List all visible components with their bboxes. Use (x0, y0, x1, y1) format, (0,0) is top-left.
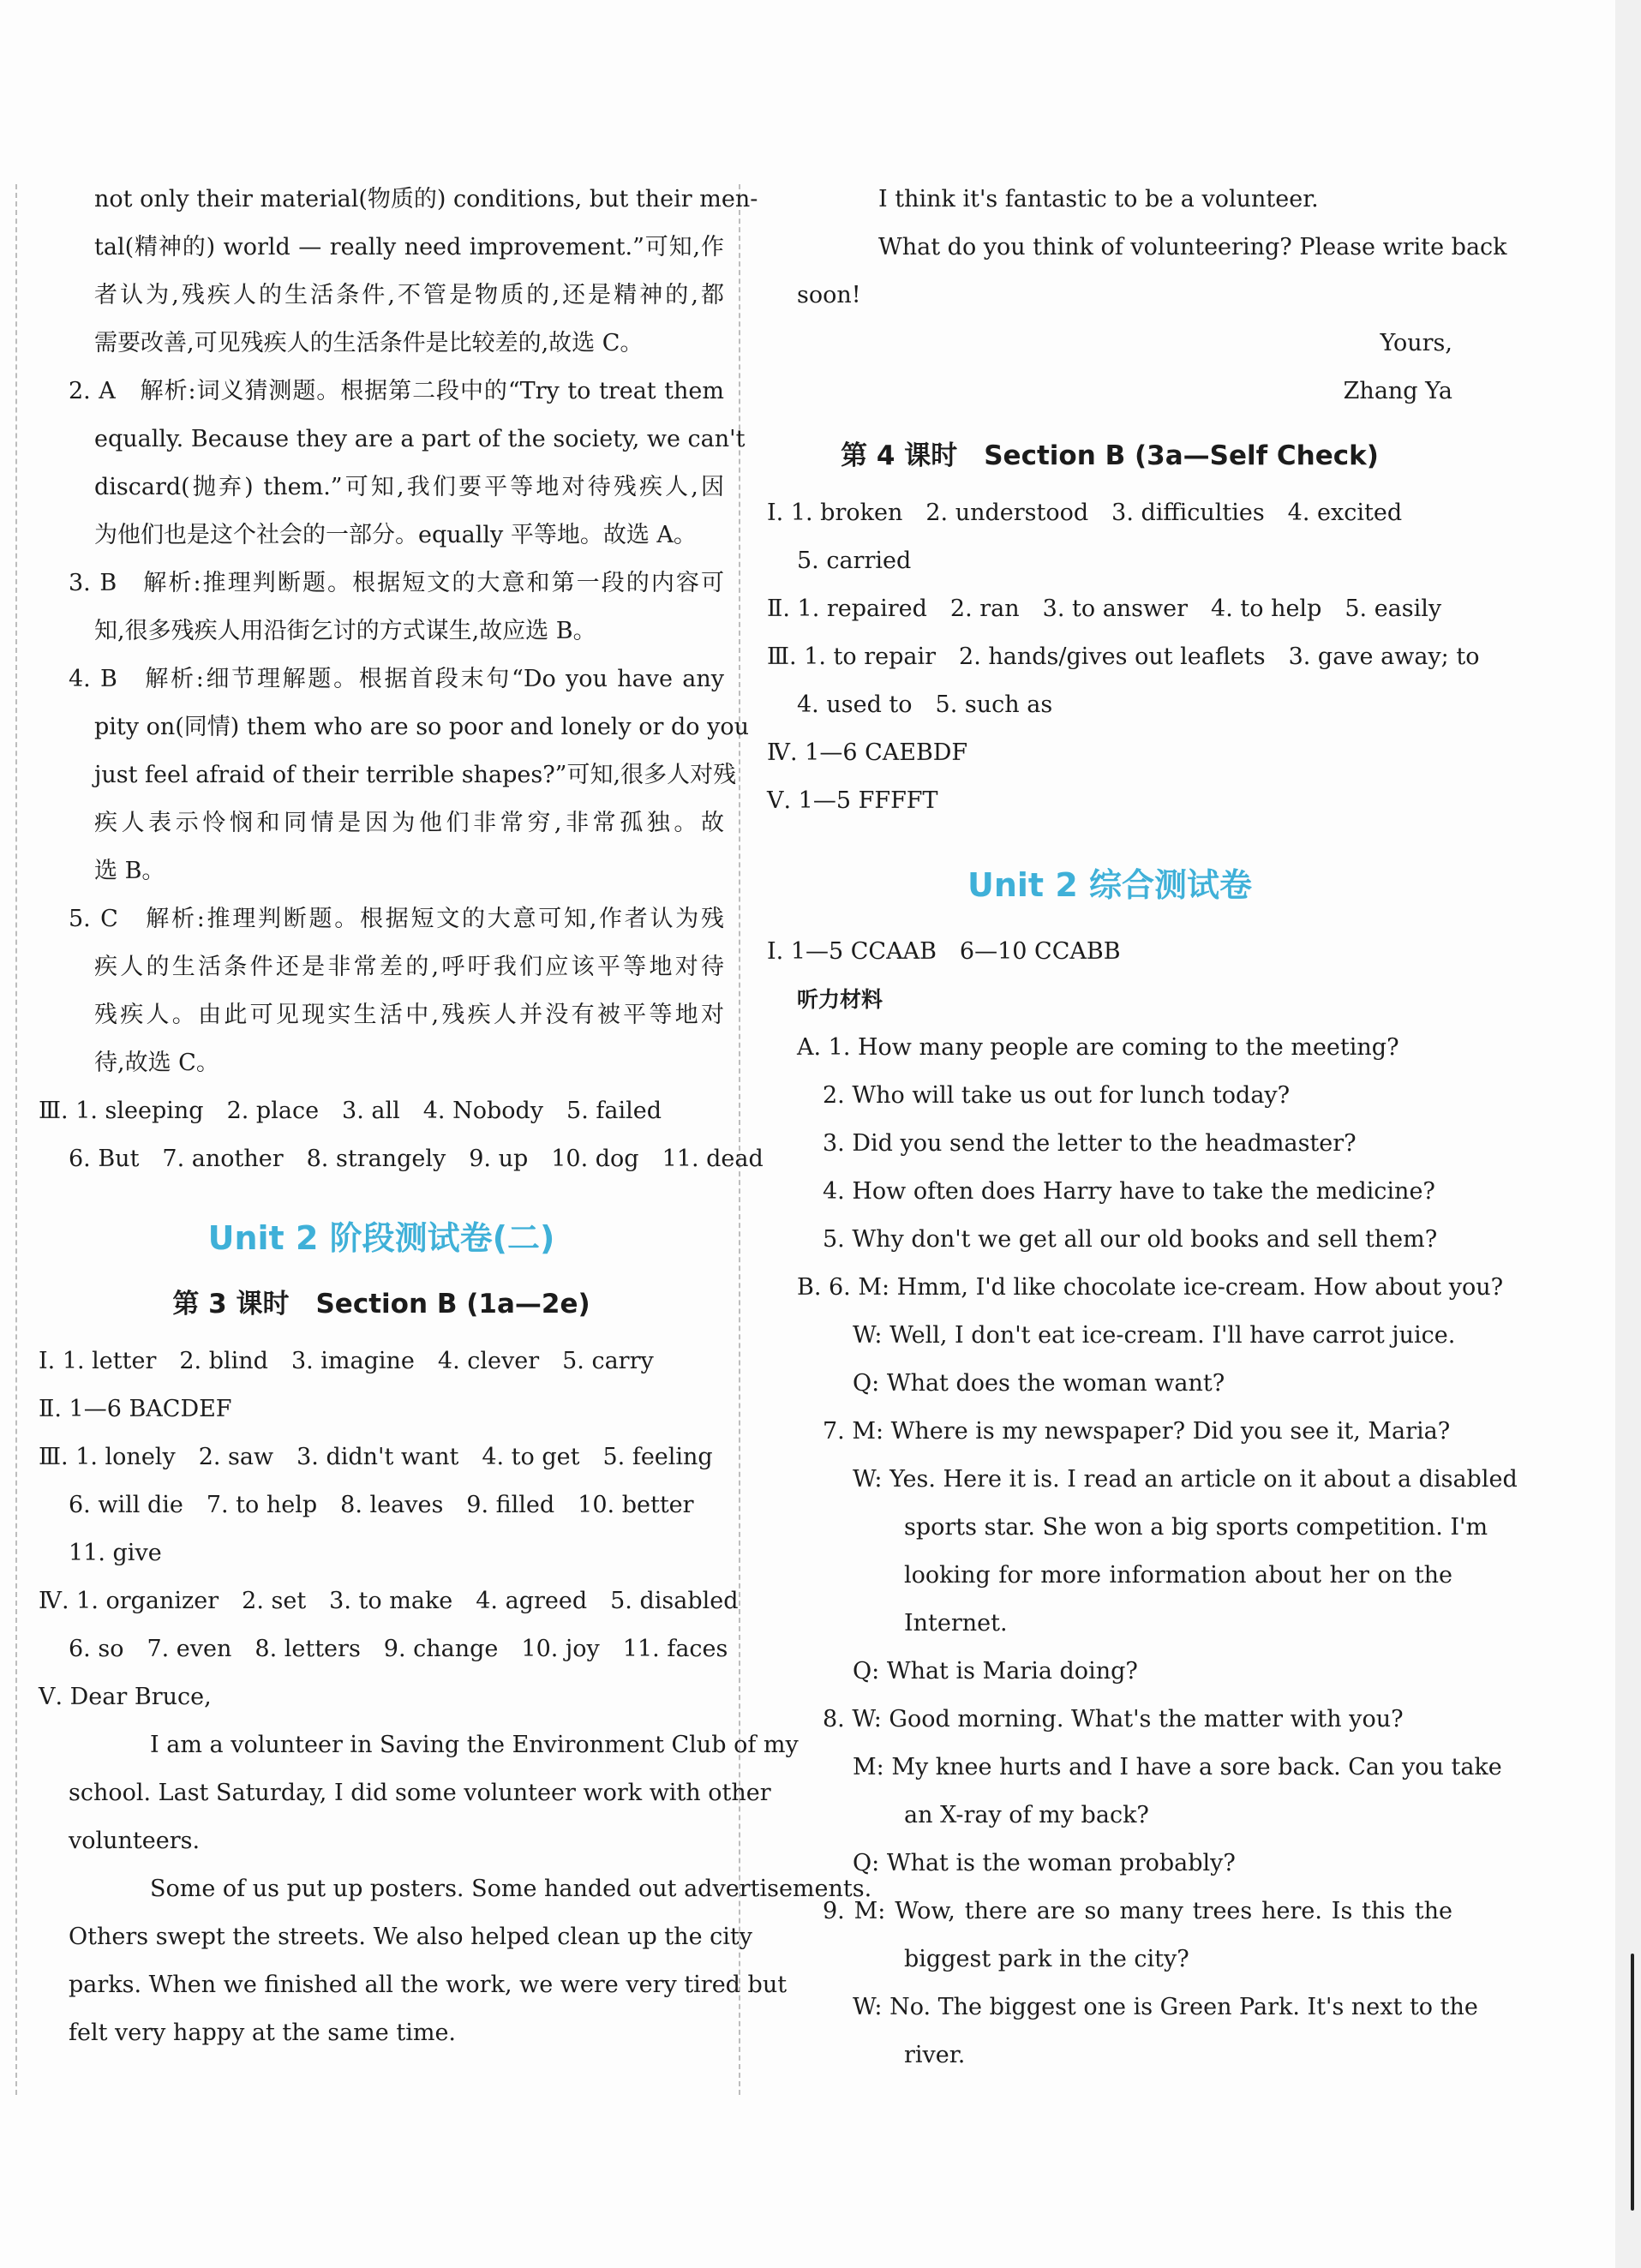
dialogue-line: W: No. The biggest one is Green Park. It's next to the (853, 1994, 1478, 2020)
dialogue-line: Q: What is the woman probably? (853, 1850, 1236, 1876)
answer-section-4: Ⅳ. 1—6 CAEBDF (767, 739, 968, 766)
dialogue-line: biggest park in the city? (904, 1946, 1189, 1972)
unit-title: Unit 2 综合测试卷 (967, 866, 1252, 904)
text-line: just feel afraid of their terrible shapes?”可知,很多人对残 (94, 762, 737, 788)
answer-item-4: 4. B 解析:细节理解题。根据首段末句“Do you have any (69, 666, 724, 692)
answer-item-5: 5. C 解析:推理判断题。根据短文的大意可知,作者认为残 (69, 906, 724, 932)
letter-line: I am a volunteer in Saving the Environment Club of my (150, 1732, 799, 1758)
dialogue-line: river. (904, 2042, 966, 2068)
text-line: tal(精神的) world — really need improvement.”可知,作 (94, 234, 724, 260)
answer-section-3-cont: 11. give (69, 1540, 162, 1566)
answer-section-3: Ⅲ. 1. lonely 2. saw 3. didn't want 4. to get 5. feeling (39, 1444, 713, 1470)
text-line: 知,很多残疾人用沿街乞讨的方式谋生,故应选 B。 (94, 618, 596, 644)
answer-item-2: 2. A 解析:词义猜测题。根据第二段中的“Try to treat them (69, 378, 724, 404)
text-line: 疾人的生活条件还是非常差的,呼吁我们应该平等地对待 (94, 954, 724, 980)
text-line: 者认为,残疾人的生活条件,不管是物质的,还是精神的,都 (94, 282, 724, 308)
dialogue-line: 9. M: Wow, there are so many trees here. Is this the (823, 1898, 1452, 1924)
dialogue-line: 8. W: Good morning. What's the matter with you? (823, 1706, 1404, 1732)
binding-mark (1631, 1954, 1634, 2211)
letter-line: Some of us put up posters. Some handed out advertisements. (150, 1876, 872, 1902)
lesson-title: 第 3 课时 Section B (1a—2e) (172, 1289, 590, 1320)
letter-closing: Yours, (1380, 330, 1452, 356)
letter-line: soon! (797, 282, 861, 308)
dialogue-line: sports star. She won a big sports competition. I'm (904, 1514, 1488, 1541)
letter-line: I think it's fantastic to be a volunteer. (878, 186, 1319, 212)
answer-section-5: Ⅴ. Dear Bruce, (39, 1684, 212, 1710)
answer-section-4: Ⅳ. 1. organizer 2. set 3. to make 4. agreed 5. disabled (39, 1588, 739, 1614)
letter-line: volunteers. (69, 1828, 201, 1854)
letter-line: What do you think of volunteering? Please write back (878, 234, 1507, 260)
dialogue-line: Internet. (904, 1610, 1008, 1637)
answer-section-1: Ⅰ. 1. broken 2. understood 3. difficulties 4. excited (767, 500, 1403, 526)
dialogue-line: Q: What does the woman want? (853, 1370, 1225, 1397)
answer-section-3-cont: 6. will die 7. to help 8. leaves 9. filled 10. better (69, 1492, 694, 1518)
dialogue-line: 7. M: Where is my newspaper? Did you see it, Maria? (823, 1418, 1451, 1445)
listening-line: 5. Why don't we get all our old books and sell them? (823, 1226, 1438, 1253)
text-line: 需要改善,可见残疾人的生活条件是比较差的,故选 C。 (94, 330, 644, 356)
answer-section-3-cont: 6. But 7. another 8. strangely 9. up 10. dog 11. dead (69, 1146, 764, 1172)
dialogue-line: M: My knee hurts and I have a sore back. Can you take (853, 1754, 1502, 1780)
text-line: 为他们也是这个社会的一部分。equally 平等地。故选 A。 (94, 522, 697, 548)
listening-line: 3. Did you send the letter to the headmaster? (823, 1130, 1357, 1157)
letter-line: felt very happy at the same time. (69, 2020, 456, 2046)
text-line: 选 B。 (94, 858, 165, 884)
dialogue-line: looking for more information about her on the (904, 1562, 1452, 1589)
listening-line: A. 1. How many people are coming to the meeting? (797, 1034, 1399, 1061)
answer-section-3: Ⅲ. 1. to repair 2. hands/gives out leaflets 3. gave away; to (767, 643, 1480, 670)
letter-line: school. Last Saturday, I did some volunteer work with other (69, 1780, 771, 1806)
answer-item-3: 3. B 解析:推理判断题。根据短文的大意和第一段的内容可 (69, 570, 724, 596)
dialogue-line: W: Yes. Here it is. I read an article on it about a disabled (853, 1466, 1518, 1493)
dialogue-line: an X-ray of my back? (904, 1802, 1149, 1828)
answer-section-2: Ⅱ. 1. repaired 2. ran 3. to answer 4. to help 5. easily (767, 595, 1442, 622)
letter-line: parks. When we finished all the work, we were very tired but (69, 1972, 788, 1998)
listening-line: 4. How often does Harry have to take the medicine? (823, 1178, 1435, 1205)
text-line: equally. Because they are a part of the society, we can't (94, 426, 746, 452)
answer-section-1: Ⅰ. 1. letter 2. blind 3. imagine 4. clever 5. carry (39, 1348, 654, 1374)
test-answers: Ⅰ. 1—5 CCAAB 6—10 CCABB (767, 938, 1121, 965)
right-column (767, 176, 1518, 2079)
dialogue-line: W: Well, I don't eat ice-cream. I'll have carrot juice. (853, 1322, 1456, 1349)
answer-section-5: Ⅴ. 1—5 FFFFT (767, 787, 938, 814)
listening-heading: 听力材料 (797, 987, 883, 1012)
text-line: 待,故选 C。 (94, 1050, 219, 1076)
answer-section-1-cont: 5. carried (797, 548, 912, 574)
text-line: not only their material(物质的) conditions, but their men- (94, 186, 758, 212)
text-line: 残疾人。由此可见现实生活中,残疾人并没有被平等地对 (94, 1002, 724, 1028)
page-edge (1615, 0, 1641, 2268)
left-margin-rule (15, 184, 17, 2095)
letter-signature: Zhang Ya (1343, 378, 1452, 404)
letter-line: Others swept the streets. We also helped clean up the city (69, 1924, 752, 1950)
dialogue-line: Q: What is Maria doing? (853, 1658, 1138, 1685)
answer-section-4-cont: 6. so 7. even 8. letters 9. change 10. joy 11. faces (69, 1636, 728, 1662)
lesson-title: 第 4 课时 Section B (3a—Self Check) (841, 440, 1379, 471)
answer-section-3-cont: 4. used to 5. such as (797, 691, 1053, 718)
dialogue-line: B. 6. M: Hmm, I'd like chocolate ice-cream. How about you? (797, 1274, 1504, 1301)
answer-section-2: Ⅱ. 1—6 BACDEF (39, 1396, 232, 1422)
unit-title: Unit 2 阶段测试卷(二) (207, 1219, 555, 1257)
listening-line: 2. Who will take us out for lunch today? (823, 1082, 1291, 1109)
text-line: pity on(同情) them who are so poor and lonely or do you (94, 714, 750, 740)
text-line: discard(抛弃) them.”可知,我们要平等地对待残疾人,因 (94, 474, 724, 500)
answer-section-3: Ⅲ. 1. sleeping 2. place 3. all 4. Nobody 5. failed (39, 1098, 662, 1124)
text-line: 疾人表示怜悯和同情是因为他们非常穷,非常孤独。故 (94, 810, 724, 836)
